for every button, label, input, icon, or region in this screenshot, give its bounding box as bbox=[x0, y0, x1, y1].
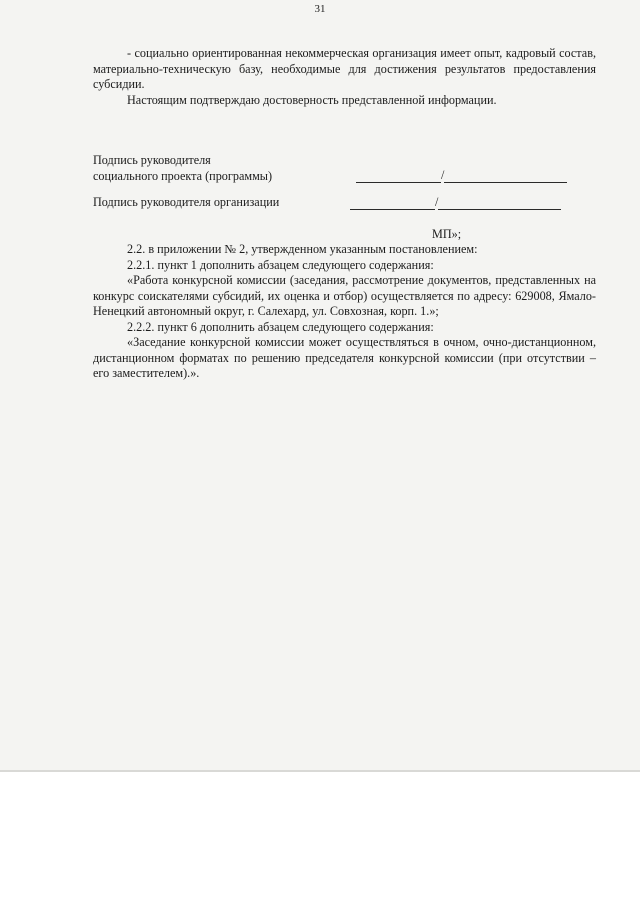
amendment-2-2-1-text: «Работа конкурсной комиссии (заседания, рассмотрение документов, представленных на конкурс соискателями субсидий, их оценка и отбор) осуществляется по адресу: 629008, Ямало-Ненецкий автономный округ, г. Салехард, ул. Совхозная, корп. 1.»; bbox=[93, 273, 596, 318]
signature-separator: / bbox=[441, 168, 445, 182]
name-blank bbox=[438, 197, 561, 210]
signature-blank bbox=[350, 197, 435, 210]
org-head-signature-label: Подпись руководителя организации bbox=[93, 195, 280, 209]
signature-blank bbox=[356, 170, 441, 183]
project-head-signature-label bbox=[93, 153, 272, 184]
paragraph-confirmation: Настоящим подтверждаю достоверность представленной информации. bbox=[127, 92, 497, 107]
paragraph-nko-requirements: - социально ориентированная некоммерческая организация имеет опыт, кадровый состав, материально-техническую базу, необходимые для достижения результатов предоставления субсидии. bbox=[93, 46, 596, 91]
amendment-2-2-2: 2.2.2. пункт 6 дополнить абзацем следующего содержания: bbox=[127, 319, 434, 334]
name-blank bbox=[444, 170, 567, 183]
blank-margin bbox=[0, 772, 640, 905]
amendment-2-2-2-text: «Заседание конкурсной комиссии может осуществляться в очном, очно-дистанционном, дистанционном форматах по решению председателя конкурсной комиссии (при отсутствии – его заместителем).». bbox=[93, 335, 596, 380]
project-head-label-line1: Подпись руководителя bbox=[93, 153, 211, 167]
intro-section bbox=[93, 46, 596, 108]
signature-separator: / bbox=[435, 195, 439, 209]
project-head-signature-line bbox=[356, 168, 567, 183]
amendments-section bbox=[93, 242, 596, 382]
project-head-label-line2: социального проекта (программы) bbox=[93, 168, 273, 183]
amendment-2-2-1: 2.2.1. пункт 1 дополнить абзацем следующего содержания: bbox=[127, 257, 434, 272]
org-head-signature-line bbox=[350, 195, 561, 210]
stamp-place: МП»; bbox=[432, 227, 462, 241]
amendment-2-2: 2.2. в приложении № 2, утвержденном указанным постановлением: bbox=[127, 242, 478, 256]
page-number: 31 bbox=[314, 3, 326, 15]
